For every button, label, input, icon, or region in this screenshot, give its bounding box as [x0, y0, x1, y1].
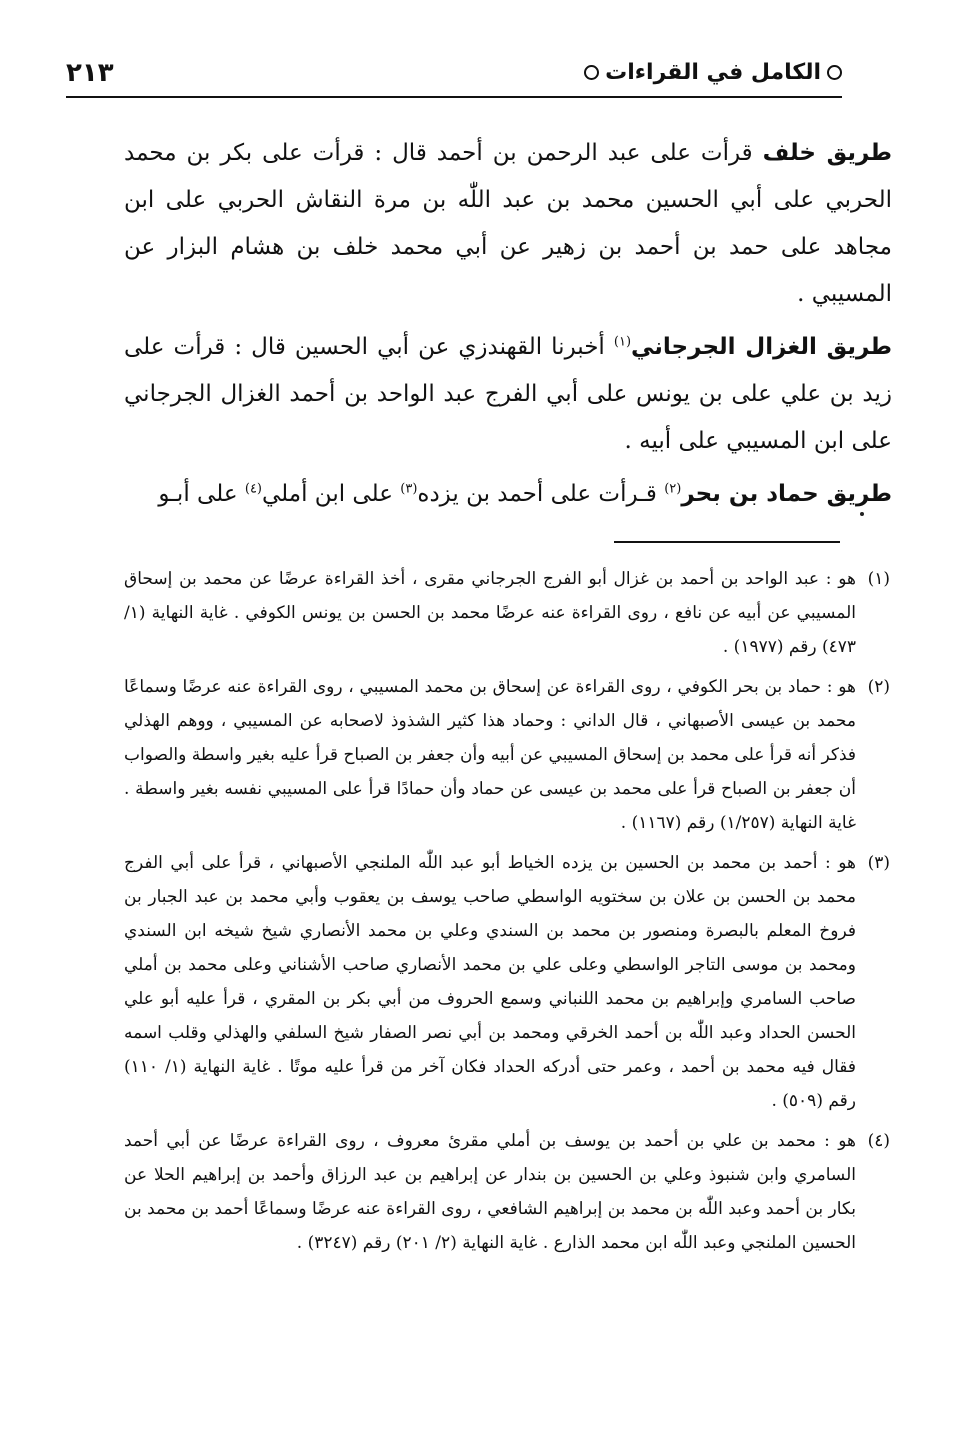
- paragraph-lead: طريق حماد بن بحر: [681, 481, 892, 507]
- circle-ornament-icon: [827, 65, 842, 80]
- footnote-3: [124, 846, 890, 1118]
- page-header: [66, 58, 842, 98]
- stray-dot: [860, 512, 864, 516]
- footnote-1: [124, 562, 890, 664]
- footnote-text: هو : عبد الواحد بن أحمد بن غزال أبو الفرج الجرجاني مقرى ، أخذ القراءة عرضًا عن محمد بن إسحاق المسيبي عن أبيه عن نافع ، روى القراءة عنه عرضًا محمد بن الحسن بن يونس الكوفي . غاية النهاية (١/ ٤٧٣) رقم (١٩٧٧) .: [124, 569, 856, 657]
- header-rule: [66, 96, 842, 98]
- footnote-marker: (١): [613, 334, 632, 350]
- footnote-marker: (٢): [664, 481, 682, 497]
- footnote-number: (١): [867, 569, 890, 589]
- page-number: ٢١٣: [66, 58, 114, 88]
- running-title-text: الكامل في القراءات: [605, 60, 821, 85]
- paragraph-ghazzal: [124, 324, 892, 465]
- footnote-text: هو : حماد بن بحر الكوفي ، روى القراءة عن إسحاق بن محمد المسيبي ، روى القراءة عنه عرضًا وسماعًا محمد بن عيسى الأصبهاني ، قال الداني : وحماد هذا كثير الشذوذ لاصحابه عن المسيبي ، ووهم الهذلي فذكر أنه قرأ على محمد بن إسحاق المسيبي عن أبيه وأن جعفر بن الصباح قرأ عليه بغير واسطة والصواب أن جعفر بن الصباح قرأ على محمد بن عيسى عن حماد وأن حمادًا قرأ على المسيبي نفسه بغير واسطة . غاية النهاية (١/٢٥٧) رقم (١١٦٧) .: [124, 677, 856, 833]
- footnote-4: [124, 1124, 890, 1260]
- footnote-text: هو : محمد بن علي بن أحمد بن يوسف بن أملي مقرئ معروف ، روى القراءة عرضًا عن أبي أحمد السامري وابن شنبوذ وعلي بن الحسين بن بندار عن إبراهيم بن عبد الرزاق وأحمد بن إبراهيم الحلا عن بكار بن أحمد وعبد اللّٰه بن محمد بن إبراهيم الشافعي ، روى القراءة عنه عرضًا وسماعًا أحمد بن محمد بن الحسين الملنجي وعبد اللّٰه ابن محمد الذارع . غاية النهاية (٢/ ٢٠١) رقم (٣٢٤٧) .: [124, 1131, 856, 1253]
- footnote-text: هو : أحمد بن محمد بن الحسين بن يزده الخياط أبو عبد اللّٰه الملنجي الأصبهاني ، قرأ على أبي الفرج محمد بن الحسن بن علان بن سختويه الواسطي صاحب يوسف بن يعقوب وأبي محمد بن عبد الجبار بن فروخ المعلم بالبصرة ومنصور بن محمد بن السندي وعلي بن محمد الأنصاري شيخ شيخه ابن السندي ومحمد بن موسى التاجر الواسطي وعلى علي بن محمد الأنصاري صاحب الأشناني وعلى محمد بن أملي صاحب السامري وإبراهيم بن محمد اللنباني وسمع الحروف من أبي بكر بن المقري ، قرأ عليه أبو علي الحسن الحداد وعبد اللّٰه بن أحمد الخرقي ومحمد بن أبي نصر الصفار شيخ السلفي والهذلي وقلب اسمه فقال فيه محمد بن أحمد ، وعمر حتى أدركه الحداد فكان آخر من قرأ عليه موتًا . غاية النهاية (١/ ١١٠) رقم (٥٠٩) .: [124, 853, 856, 1111]
- paragraph-text: أخبرنا القهندزي عن أبي الحسين قال : قرأت على زيد بن علي على بن يونس على أبي الفرج عبد الواحد بن أحمد الغزال الجرجاني على ابن المسيبي على أبيه .: [124, 334, 892, 454]
- paragraph-khalaf: [124, 130, 892, 318]
- paragraph-text: على أبـو: [158, 481, 245, 507]
- paragraph-lead: طريق الغزال الجرجاني: [631, 334, 892, 360]
- footnote-number: (٢): [867, 677, 890, 697]
- paragraph-text: قرأت على عبد الرحمن بن أحمد قال : قرأت على بكر بن محمد الحربي على أبي الحسين محمد بن عبد اللّٰه بن مرة النقاش الحربي على ابن مجاهد على حمد بن أحمد بن زهير عن أبي محمد خلف بن هشام البزار عن المسيبي .: [124, 140, 892, 307]
- footnote-marker: (٣): [400, 481, 418, 497]
- paragraph-lead: طريق خلف: [762, 140, 893, 166]
- footnote-number: (٤): [867, 1131, 890, 1151]
- footnote-marker: (٤): [244, 481, 262, 497]
- paragraph-hammad: [124, 471, 892, 518]
- footnote-number: (٣): [867, 853, 890, 873]
- paragraph-text: قـرأت على أحمد بن يزده: [417, 481, 665, 507]
- circle-ornament-icon: [584, 65, 599, 80]
- paragraph-text: على ابن أملي: [262, 481, 401, 507]
- footnote-separator: [614, 541, 840, 543]
- footnotes: [124, 562, 890, 1266]
- main-text: [124, 130, 892, 524]
- footnote-2: [124, 670, 890, 840]
- running-title: [584, 60, 842, 85]
